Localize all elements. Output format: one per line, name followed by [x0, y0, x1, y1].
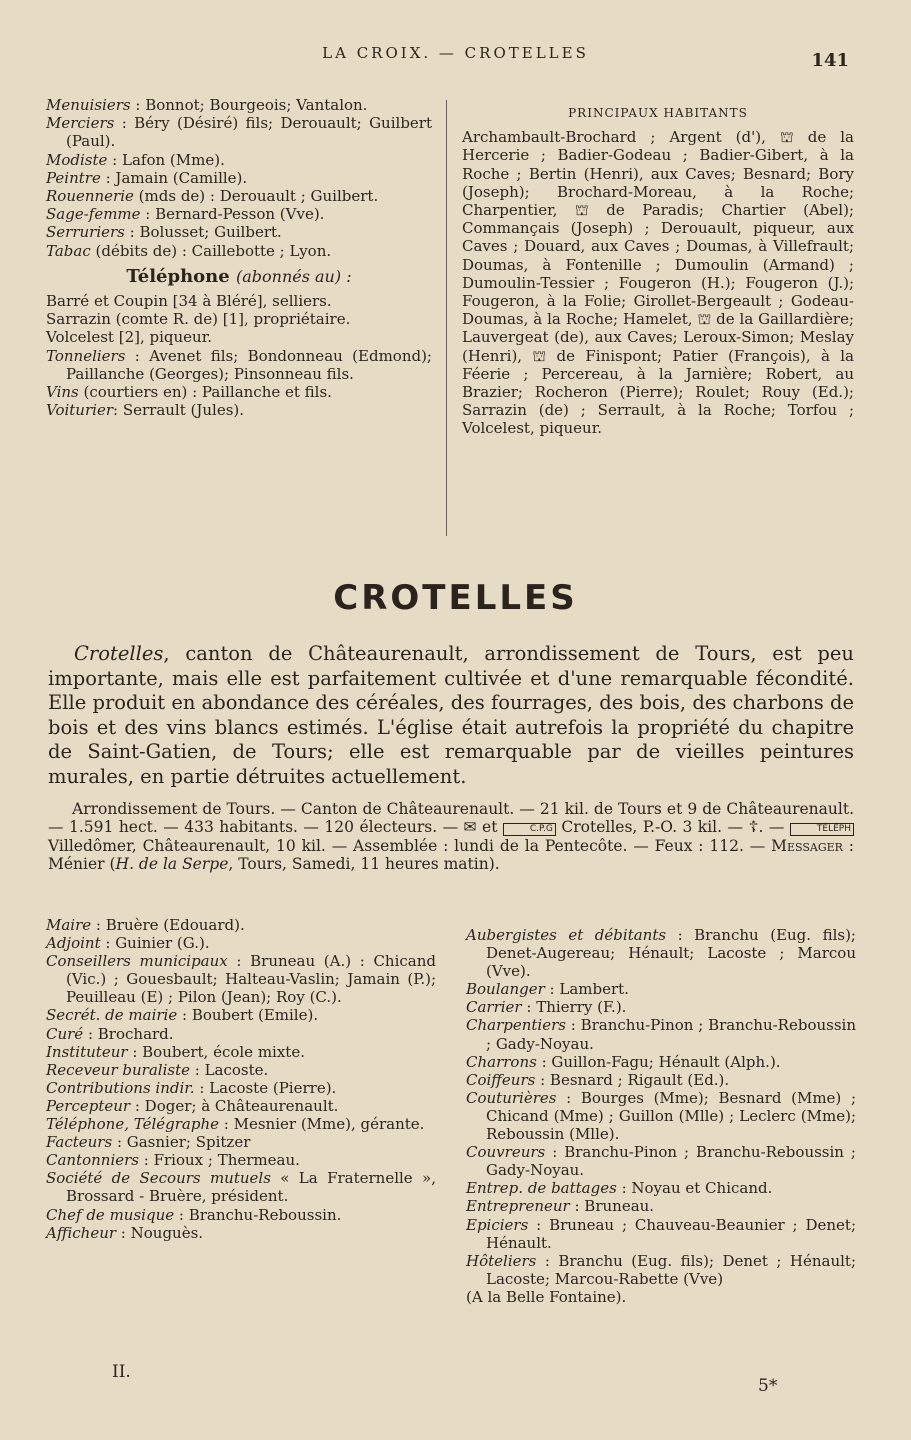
- directory-entry: [46, 96, 432, 114]
- directory-entry: [46, 1224, 436, 1242]
- page-number: 141: [811, 50, 849, 71]
- crotelles-title: CROTELLES: [333, 578, 578, 618]
- entry-text: : Guillon-Fagu; Hénault (Alph.).: [536, 1052, 781, 1071]
- entry-label: Entrepreneur: [466, 1197, 570, 1216]
- intro-place: Crotelles: [74, 642, 164, 665]
- telephone-heading: [46, 265, 432, 287]
- directory-entry: [466, 980, 856, 998]
- entry-text: : Branchu (Eug. fils); Denet-Augereau; Hénault; Lacoste ; Marcou (Vve).: [486, 926, 856, 981]
- entry-text: : Lacoste.: [189, 1060, 269, 1079]
- la-croix-trade-list: [46, 96, 432, 260]
- column-divider: [446, 100, 447, 536]
- entry-label: Coiffeurs: [466, 1070, 536, 1089]
- entry-text: (débits de) : Caillebotte ; Lyon.: [90, 241, 332, 260]
- directory-entry: [466, 1143, 856, 1179]
- principaux-habitants-text: Archambault-Brochard ; Argent (d'), ⛫ de la Hercerie ; Badier-Godeau ; Badier-Gibert, à la Roche ; Bertin (Henri), aux Caves; Besnard; Bory (Joseph); Brochard-Moreau, à la Roche; Charpentier, ⛫ de Paradis; Chartier (Abel); Commançais (Joseph) ; Derouault, piqueur, aux Caves ; Douard, aux Caves ; Doumas, à Villefrault; Doumas, à Fontenille ; Dumoulin (Armand) ; Dumoulin-Tessier ; Fougeron (H.); Fougeron (J.); Fougeron, à la Folie; Girollet-Bergeault ; Godeau-Doumas, à la Roche; Hamelet, ⛫ de la Gaillardière; Lauvergeat (de), aux Caves; Leroux-Simon; Meslay (Henri), ⛫ de Finispont; Patier (François), à la Féerie ; Percereau, à la Jarnière; Robert, au Brazier; Rocheron (Pierre); Roulet; Rouy (Ed.); Sarrazin (de) ; Serrault, à la Roche; Torfou ; Volcelest, piqueur.: [462, 128, 854, 438]
- entry-label: Hôteliers: [466, 1251, 537, 1270]
- entry-text: : Branchu-Pinon ; Branchu-Reboussin ; Gady-Noyau.: [486, 1143, 856, 1180]
- directory-entry: [46, 1043, 436, 1061]
- entry-text: : Serrault (Jules).: [113, 401, 245, 420]
- entry-text: : Frioux ; Thermeau.: [139, 1151, 300, 1170]
- directory-entry: [466, 1053, 856, 1071]
- directory-entry: [46, 1061, 436, 1079]
- entry-label: Receveur buraliste: [46, 1060, 190, 1079]
- entry-text: : Bruneau.: [569, 1197, 655, 1216]
- entry-label: Société de Secours mutuels: [46, 1169, 271, 1188]
- directory-entry: [46, 187, 432, 205]
- directory-entry: [46, 1115, 436, 1133]
- entry-text: : Branchu-Reboussin.: [174, 1205, 342, 1224]
- intro-text: , canton de Châteaurenault, arrondissement de Tours, est peu importante, mais elle est parfaitement cultivée et d'une remarquable fécondité. Elle produit en abondance des céréales, des fourrages, des bois, des charbons de bois et des vins blancs estimés. L'église était autrefois la propriété du chapitre de Saint-Gatien, de Tours; elle est remarquable par de vieilles peintures murales, en partie détruites actuellement.: [48, 642, 854, 788]
- entry-text: : Lacoste (Pierre).: [194, 1078, 337, 1097]
- directory-entry: [46, 1133, 436, 1151]
- telephone-heading-text: Téléphone: [126, 265, 230, 287]
- directory-entry: [46, 952, 436, 1006]
- entry-label: Sage-femme: [46, 205, 141, 224]
- messager-label: Messager: [771, 836, 843, 855]
- entry-label: Couvreurs: [466, 1143, 546, 1162]
- directory-entry: [46, 1151, 436, 1169]
- directory-entry: [46, 1079, 436, 1097]
- entry-label: Conseillers municipaux: [46, 952, 228, 971]
- directory-entry: [466, 998, 856, 1016]
- entry-text: : Branchu (Eug. fils); Denet ; Hénault; Lacoste; Marcou-Rabette (Vve): [486, 1251, 856, 1288]
- directory-entry: [46, 292, 432, 310]
- entry-label: Boulanger: [466, 980, 545, 999]
- entry-label: Secrét. de mairie: [46, 1006, 178, 1025]
- directory-entry: [46, 242, 432, 260]
- entry-label: Adjoint: [46, 934, 101, 953]
- entry-label: Entrep. de battages: [466, 1179, 617, 1198]
- entry-label: Cantonniers: [46, 1151, 140, 1170]
- entry-text: (courtiers en) : Paillanche et fils.: [78, 383, 332, 402]
- entry-label: Couturières: [466, 1088, 557, 1107]
- entry-label: Tonneliers: [46, 346, 126, 365]
- entry-label: Chef de musique: [46, 1205, 175, 1224]
- directory-entry: [466, 1197, 856, 1215]
- crotelles-officials-list: [46, 916, 436, 1242]
- entry-label: Maire: [46, 916, 92, 934]
- entry-label: Serruriers: [46, 223, 125, 242]
- directory-entry: [466, 1089, 856, 1143]
- admin-text-5: , Tours, Samedi, 11 heures matin).: [228, 855, 500, 874]
- entry-text: (A la Belle Fontaine).: [466, 1287, 627, 1306]
- crotelles-left-column: [46, 916, 436, 1242]
- admin-text-4: : Ménier (: [48, 836, 854, 874]
- entry-label: Afficheur: [46, 1223, 117, 1242]
- telephone-subscriber-list: [46, 292, 432, 347]
- entry-label: Tabac: [46, 241, 91, 260]
- directory-entry: [46, 328, 432, 346]
- entry-text: : Boubert, école mixte.: [127, 1042, 305, 1061]
- la-croix-right-column: [462, 104, 854, 438]
- entry-text: : Branchu-Pinon ; Branchu-Reboussin ; Gady-Noyau.: [486, 1016, 856, 1053]
- directory-entry: [46, 169, 432, 187]
- directory-entry: [46, 1097, 436, 1115]
- directory-entry: [46, 223, 432, 241]
- crotelles-intro: [48, 642, 854, 790]
- entry-text: : Béry (Désiré) fils; Derouault; Guilbert (Paul).: [66, 114, 432, 151]
- entry-label: Facteurs: [46, 1133, 113, 1152]
- entry-label: Contributions indir.: [46, 1078, 195, 1097]
- directory-entry: [46, 934, 436, 952]
- entry-label: Téléphone, Télégraphe: [46, 1115, 220, 1134]
- entry-text: Sarrazin (comte R. de) [1], propriétaire.: [46, 310, 351, 329]
- entry-label: Curé: [46, 1024, 84, 1043]
- directory-entry: [46, 114, 432, 150]
- entry-text: : Bonnot; Bourgeois; Vantalon.: [130, 96, 368, 114]
- entry-text: : Lambert.: [544, 980, 629, 999]
- entry-label: Charpentiers: [466, 1016, 566, 1035]
- entry-label: Vins: [46, 383, 79, 402]
- signature-mark: II.: [112, 1362, 131, 1382]
- teleph-tag: TÉLÉPH: [790, 823, 854, 836]
- directory-entry: [466, 1071, 856, 1089]
- entry-text: Barré et Coupin [34 à Bléré], selliers.: [46, 292, 332, 311]
- directory-entry: [46, 1006, 436, 1024]
- directory-entry: [466, 1179, 856, 1197]
- entry-text: : Guinier (G.).: [100, 934, 210, 953]
- entry-text: : Bourges (Mme); Besnard (Mme) ; Chicand (Mme) ; Guillon (Mlle) ; Leclerc (Mme); Reboussin (Mlle).: [486, 1088, 856, 1144]
- cpg-tag: C.P.G: [503, 823, 556, 836]
- entry-label: Merciers: [46, 114, 115, 133]
- directory-entry: [46, 383, 432, 401]
- entry-label: Charrons: [466, 1052, 537, 1071]
- directory-entry: [46, 401, 432, 419]
- directory-entry: [46, 205, 432, 223]
- entry-text: : Avenet fils; Bondonneau (Edmond); Paillanche (Georges); Pinsonneau fils.: [66, 346, 432, 383]
- entry-label: Menuisiers: [46, 96, 131, 114]
- directory-entry: [46, 310, 432, 328]
- entry-text: : Boubert (Emile).: [177, 1006, 319, 1025]
- crotelles-trades-list: [466, 926, 856, 1306]
- la-croix-trade-list-continued: [46, 347, 432, 420]
- admin-text-3: Villedômer, Châteaurenault, 10 kil. — Assemblée : lundi de la Pentecôte. — Feux : 112. —: [48, 836, 772, 855]
- entry-label: Modiste: [46, 150, 108, 169]
- directory-entry: [466, 1288, 856, 1306]
- entry-text: (mds de) : Derouault ; Guilbert.: [133, 187, 379, 206]
- entry-label: Carrier: [466, 998, 522, 1017]
- la-croix-left-column: [46, 96, 432, 419]
- telephone-subheading: (abonnés au) :: [235, 266, 352, 286]
- entry-text: : Nouguès.: [116, 1223, 204, 1242]
- entry-text: : Bolusset; Guilbert.: [124, 223, 282, 242]
- directory-entry: [46, 1169, 436, 1205]
- entry-label: Aubergistes et débitants: [466, 926, 667, 944]
- directory-entry: [46, 1206, 436, 1224]
- entry-label: Rouennerie: [46, 187, 134, 206]
- running-head: LA CROIX. — CROTELLES: [322, 44, 589, 62]
- entry-text: : Mesnier (Mme), gérante.: [219, 1115, 425, 1134]
- directory-entry: [46, 347, 432, 383]
- entry-text: : Lafon (Mme).: [107, 150, 225, 169]
- entry-text: : Gasnier; Spitzer: [112, 1133, 251, 1152]
- messager-route: H. de la Serpe: [115, 855, 229, 874]
- entry-text: : Bernard-Pesson (Vve).: [140, 205, 325, 224]
- directory-entry: [46, 151, 432, 169]
- entry-text: : Doger; à Châteaurenault.: [130, 1096, 339, 1115]
- entry-text: : Bruneau ; Chauveau-Beaunier ; Denet; Hénault.: [486, 1215, 856, 1252]
- admin-text-1: Arrondissement de Tours. — Canton de Châteaurenault. — 21 kil. de Tours et 9 de Châteaurenault. — 1.591 hect. — 433 habitants. — 120 électeurs. — ✉ et: [48, 800, 854, 837]
- entry-text: : Brochard.: [83, 1024, 174, 1043]
- directory-entry: [46, 1025, 436, 1043]
- entry-label: Epiciers: [466, 1215, 529, 1234]
- crotelles-admin-info: [48, 800, 854, 874]
- entry-label: Voiturier: [46, 401, 113, 420]
- entry-text: : Thierry (F.).: [521, 998, 627, 1017]
- entry-text: : Noyau et Chicand.: [616, 1179, 773, 1198]
- directory-entry: [466, 926, 856, 980]
- directory-entry: [466, 1016, 856, 1052]
- directory-entry: [466, 1252, 856, 1288]
- crotelles-right-column: [466, 926, 856, 1306]
- entry-text: : Jamain (Camille).: [100, 168, 248, 187]
- entry-text: : Bruneau (A.) : Chicand (Vic.) ; Gouesbault; Halteau-Vaslin; Jamain (P.); Peuilleau (E) ; Pilon (Jean); Roy (C.).: [66, 952, 436, 1007]
- entry-text: : Besnard ; Rigault (Ed.).: [535, 1070, 730, 1089]
- principaux-habitants-heading: PRINCIPAUX HABITANTS: [568, 106, 748, 120]
- entry-text: Volcelest [2], piqueur.: [46, 328, 213, 347]
- sheet-mark: 5*: [758, 1376, 778, 1396]
- admin-text-2: Crotelles, P.-O. 3 kil. — ☦. —: [555, 818, 790, 837]
- entry-label: Peintre: [46, 168, 101, 187]
- directory-entry: [46, 916, 436, 934]
- entry-label: Percepteur: [46, 1096, 131, 1115]
- entry-label: Instituteur: [46, 1042, 128, 1061]
- directory-entry: [466, 1216, 856, 1252]
- entry-text: « La Fraternelle », Brossard - Bruère, président.: [66, 1169, 436, 1206]
- entry-text: : Bruère (Edouard).: [91, 916, 245, 934]
